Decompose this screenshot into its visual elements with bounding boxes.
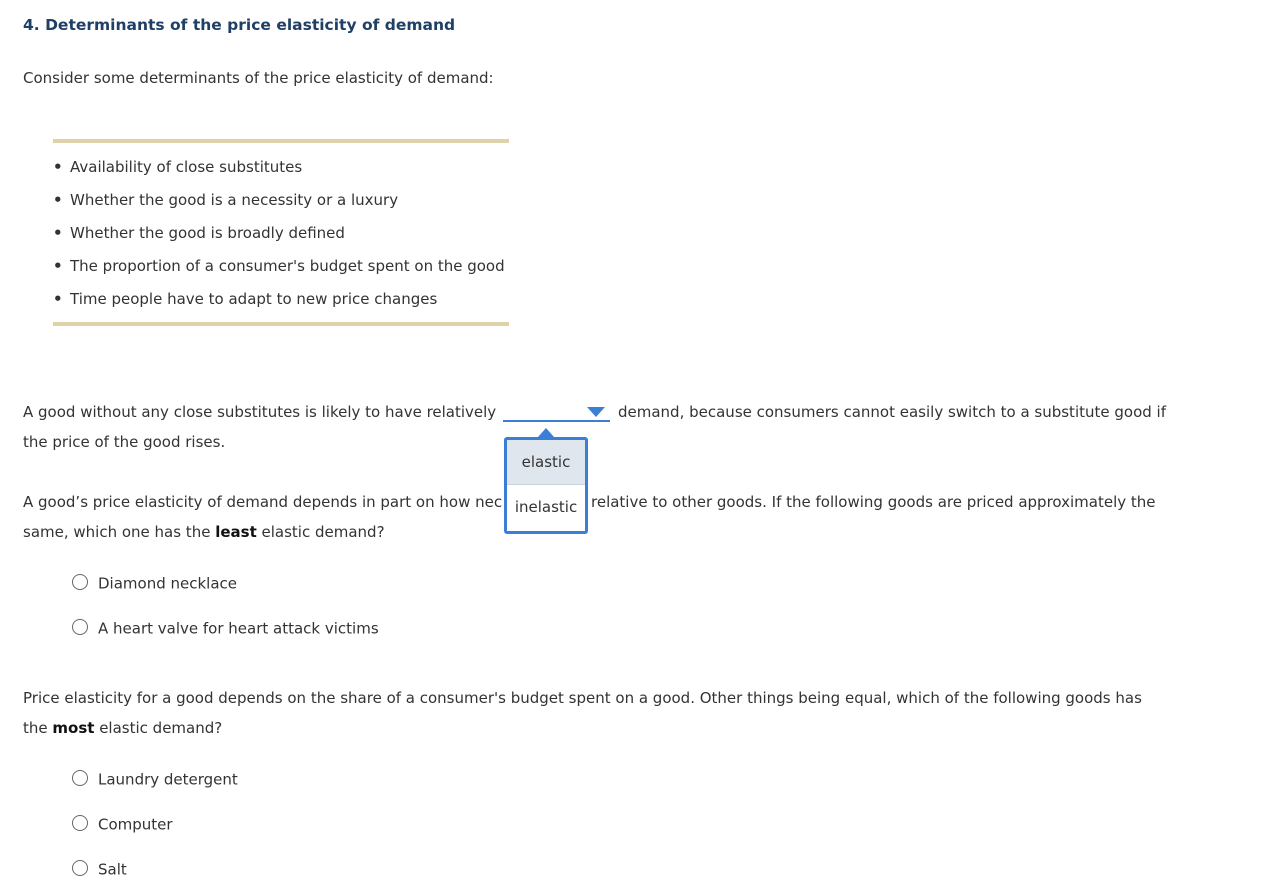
emphasis-least: least <box>215 523 257 541</box>
radio-circle-icon[interactable] <box>72 770 88 786</box>
list-item: • Availability of close substitutes <box>53 156 505 189</box>
list-item: • Whether the good is a necessity or a luxury <box>53 189 505 222</box>
radio-circle-icon[interactable] <box>72 815 88 831</box>
radio-circle-icon[interactable] <box>72 574 88 590</box>
q3-option-salt[interactable]: Salt <box>72 860 127 882</box>
q1-text-line2: the price of the good rises. <box>23 433 226 451</box>
q1-text-after: demand, because consumers cannot easily switch to a substitute good if <box>618 403 1166 421</box>
q3-option-computer[interactable]: Computer <box>72 815 173 837</box>
q2-option-heart-valve[interactable]: A heart valve for heart attack victims <box>72 619 379 641</box>
q2-text-line2: same, which one has the least elastic demand? <box>23 523 385 541</box>
radio-circle-icon[interactable] <box>72 860 88 876</box>
dropdown-caret-icon <box>538 428 554 437</box>
q3-option-laundry-detergent[interactable]: Laundry detergent <box>72 770 238 792</box>
dropdown-option-inelastic[interactable]: inelastic <box>514 498 578 516</box>
list-item: • The proportion of a consumer's budget spent on the good <box>53 255 505 288</box>
q2-text-line1-b: relative to other goods. If the following goods are priced approximately the <box>591 493 1156 511</box>
bottom-divider <box>53 322 509 326</box>
q1-elasticity-select[interactable] <box>503 420 610 422</box>
q2-option-diamond-necklace[interactable]: Diamond necklace <box>72 574 237 596</box>
q1-text-before: A good without any close substitutes is likely to have relatively <box>23 403 497 421</box>
list-item: • Whether the good is broadly defined <box>53 222 505 255</box>
q3-text-line2: the most elastic demand? <box>23 719 223 737</box>
list-item: • Time people have to adapt to new price changes <box>53 288 505 321</box>
q3-text-line1: Price elasticity for a good depends on the share of a consumer's budget spent on a good. Other things being equal, which of the following goods has <box>23 689 1142 707</box>
radio-circle-icon[interactable] <box>72 619 88 635</box>
determinants-list <box>53 156 505 321</box>
q2-text-line1-a: A good’s price elasticity of demand depends in part on how nec <box>23 493 503 511</box>
dropdown-option-elastic[interactable]: elastic <box>507 440 585 485</box>
q1-dropdown-list[interactable] <box>504 437 588 534</box>
question-title: 4. Determinants of the price elasticity of demand <box>23 16 456 34</box>
chevron-down-icon[interactable] <box>587 407 605 417</box>
emphasis-most: most <box>52 719 95 737</box>
top-divider <box>53 139 509 143</box>
intro-text: Consider some determinants of the price elasticity of demand: <box>23 69 494 87</box>
